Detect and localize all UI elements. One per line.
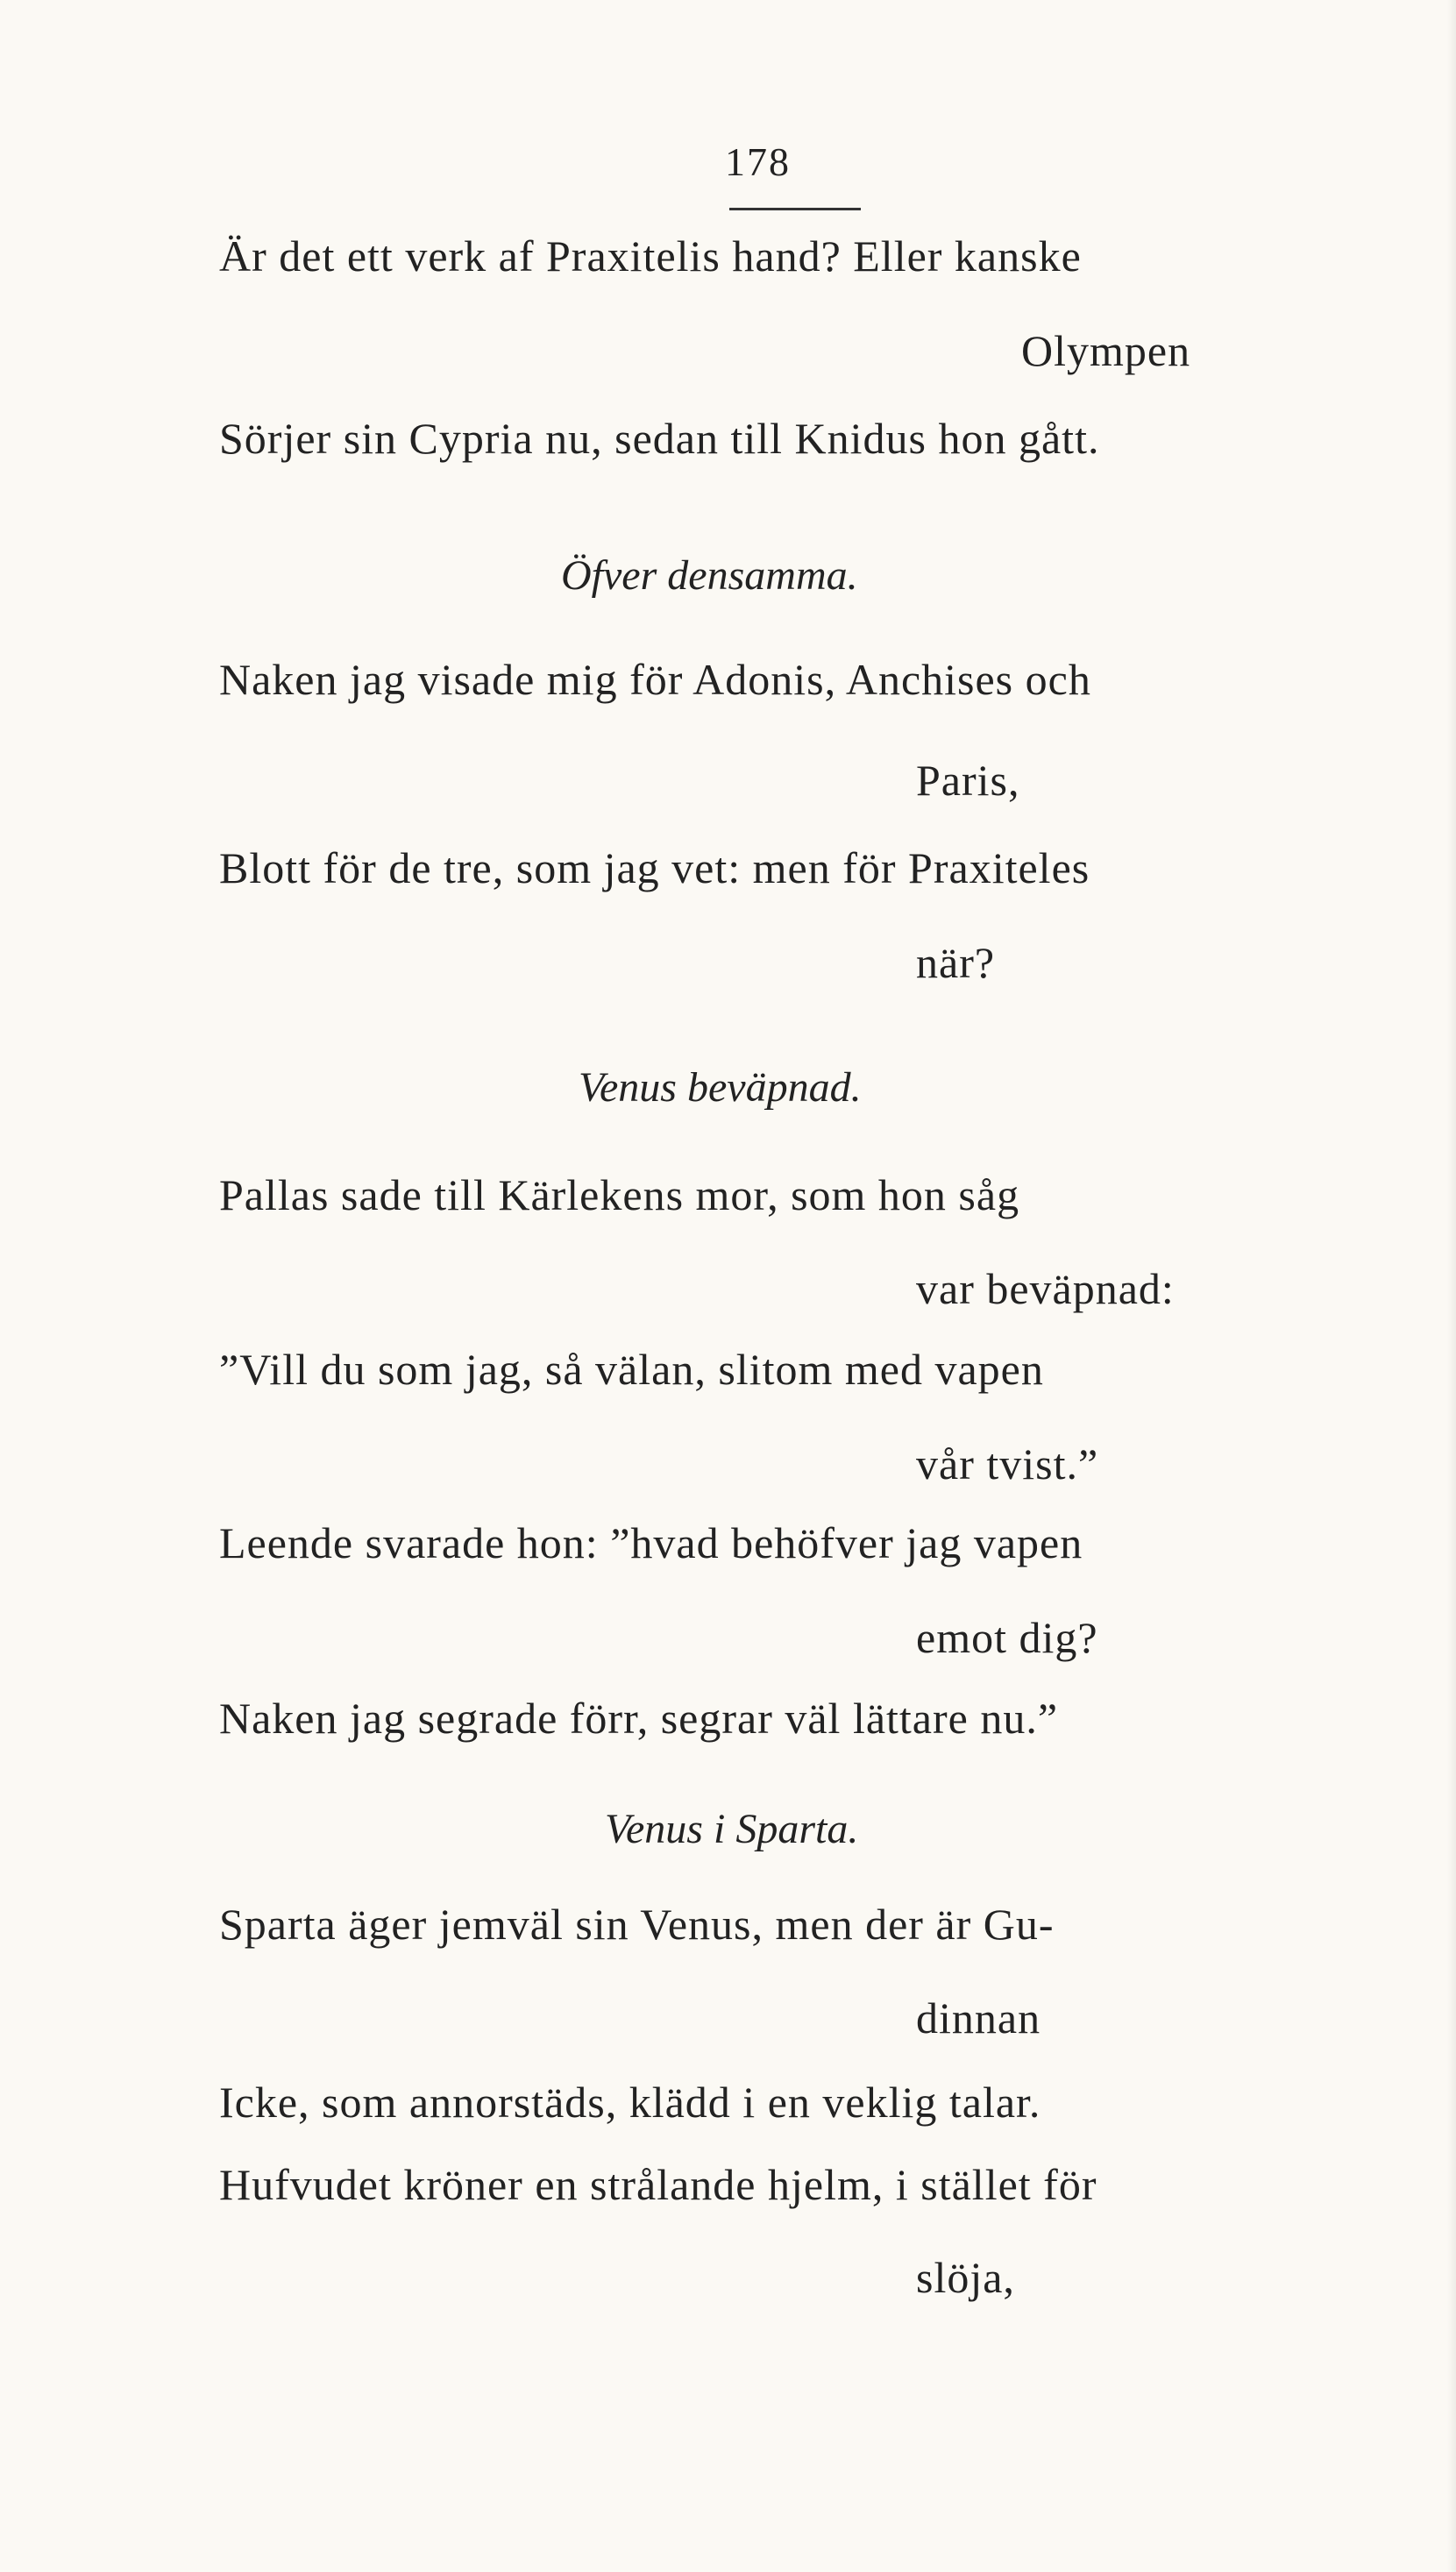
poem-line: Leende svarade hon: ”hvad behöfver jag vapen <box>219 1518 1083 1567</box>
poem-line: Pallas sade till Kärlekens mor, som hon såg <box>219 1170 1020 1219</box>
poem-line: ”Vill du som jag, så välan, slitom med vapen <box>219 1345 1044 1394</box>
poem-line-continuation: Paris, <box>916 756 1020 805</box>
section-title: Venus i Sparta. <box>605 1806 859 1852</box>
page-number-rule <box>729 208 861 210</box>
poem-line: Är det ett verk af Praxitelis hand? Eller kanske <box>219 231 1082 281</box>
poem-line-continuation: vår tvist.” <box>916 1439 1099 1488</box>
poem-line-continuation: när? <box>916 938 996 987</box>
poem-line-continuation: var beväpnad: <box>916 1264 1175 1313</box>
poem-line: Hufvudet kröner en strålande hjelm, i stället för <box>219 2160 1097 2209</box>
section-title: Öfver densamma. <box>561 552 858 599</box>
poem-line: Naken jag visade mig för Adonis, Anchises och <box>219 655 1091 704</box>
page-number: 178 <box>725 139 791 184</box>
section-title: Venus beväpnad. <box>579 1064 862 1111</box>
poem-line-continuation: emot dig? <box>916 1613 1098 1662</box>
poem-line: Blott för de tre, som jag vet: men för Praxiteles <box>219 843 1090 892</box>
poem-line: Icke, som annorstäds, klädd i en veklig talar. <box>219 2078 1041 2127</box>
poem-line-continuation: dinnan <box>916 1993 1041 2043</box>
poem-line: Sparta äger jemväl sin Venus, men der är Gu- <box>219 1900 1055 1949</box>
page-edge-shadow <box>1447 0 1456 2572</box>
poem-line: Sörjer sin Cypria nu, sedan till Knidus hon gått. <box>219 414 1100 463</box>
poem-line-continuation: slöja, <box>916 2253 1015 2302</box>
poem-line-continuation: Olympen <box>1021 326 1191 375</box>
poem-line: Naken jag segrade förr, segrar väl lättare nu.” <box>219 1694 1059 1743</box>
